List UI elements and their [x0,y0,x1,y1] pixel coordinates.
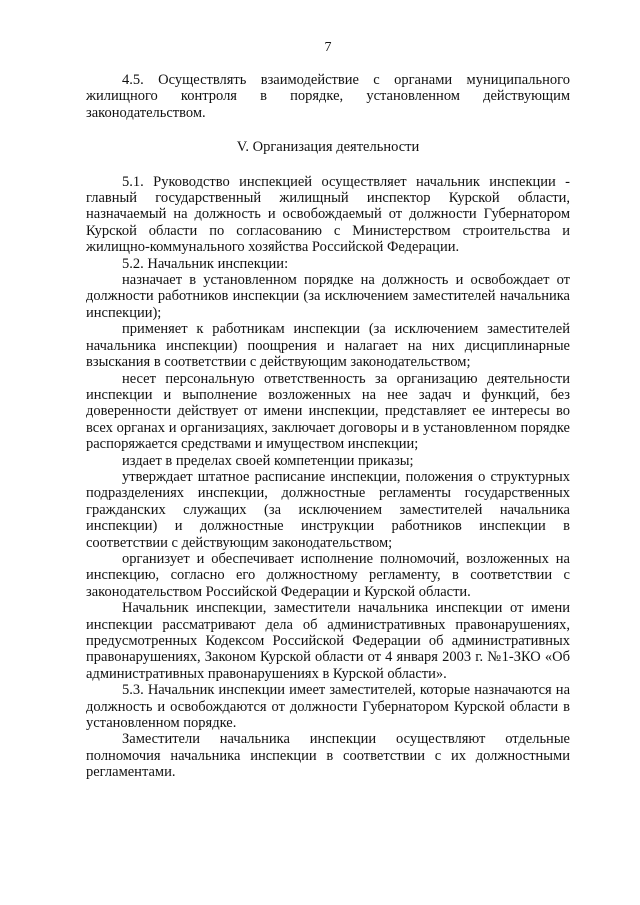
paragraph-deputies: Заместители начальника инспекции осуществляют отдельные полномочия начальника инспекции в соответствии с их должностными регламентами. [86,731,570,781]
paragraph-orders: издает в пределах своей компетенции приказы; [122,452,414,469]
page-number: 7 [324,40,332,55]
paragraph-responsibility: несет персональную ответственность за организацию деятельности инспекции и выполнение возложенных на нее задач и функций, без доверенности действует от имени инспекции, представляет ее интересы во всех органах и организациях, заключает договоры и в установленном порядке распоряжается средствами и имуществом инспекции; [86,370,570,453]
paragraph-appoints: назначает в установленном порядке на должность и освобождает от должности работников инспекции (за исключением заместителей начальника инспекции); [86,272,570,321]
section-title: V. Организация деятельности [236,139,420,156]
paragraph-organizes: организует и обеспечивает исполнение полномочий, возложенных на инспекцию, согласно его должностному регламенту, в соответствии с законодательством Российской Федерации и Курской области. [86,550,570,600]
paragraph-administrative: Начальник инспекции, заместители начальника инспекции от имени инспекции рассматривают дела об административных правонарушениях, предусмотренных Кодексом Российской Федерации об административных правонарушениях, Законом Курской области от 4 января 2003 г. №1-ЗКО «Об административных правонарушениях в Курской области». [86,600,570,682]
paragraph-5-2: 5.2. Начальник инспекции: [122,255,289,272]
paragraph-4-5: 4.5. Осуществлять взаимодействие с органами муниципального жилищного контроля в порядке, установленном действующим законодательством. [86,72,570,121]
paragraph-rewards: применяет к работникам инспекции (за исключением заместителей начальника инспекции) поощрения и налагает на них дисциплинарные взыскания в соответствии с действующим законодательством; [86,321,570,371]
paragraph-5-1: 5.1. Руководство инспекцией осуществляет начальник инспекции - главный государственный жилищный инспектор Курской области, назначаемый на должность и освобождаемый от должности Губернатором Курской области по согласованию с Министерством строительства и жилищно-коммунального хозяйства Российской Федерации. [86,173,570,256]
paragraph-5-3: 5.3. Начальник инспекции имеет заместителей, которые назначаются на должность и освобождаются от должности Губернатором Курской области в установленном порядке. [86,682,570,732]
paragraph-approves: утверждает штатное расписание инспекции, положения о структурных подразделениях инспекции, должностные регламенты государственных гражданских служащих (за исключением заместителей начальника инспекции) и должностные инструкции работников инспекции в соответствии с действующим законодательством; [86,468,570,551]
